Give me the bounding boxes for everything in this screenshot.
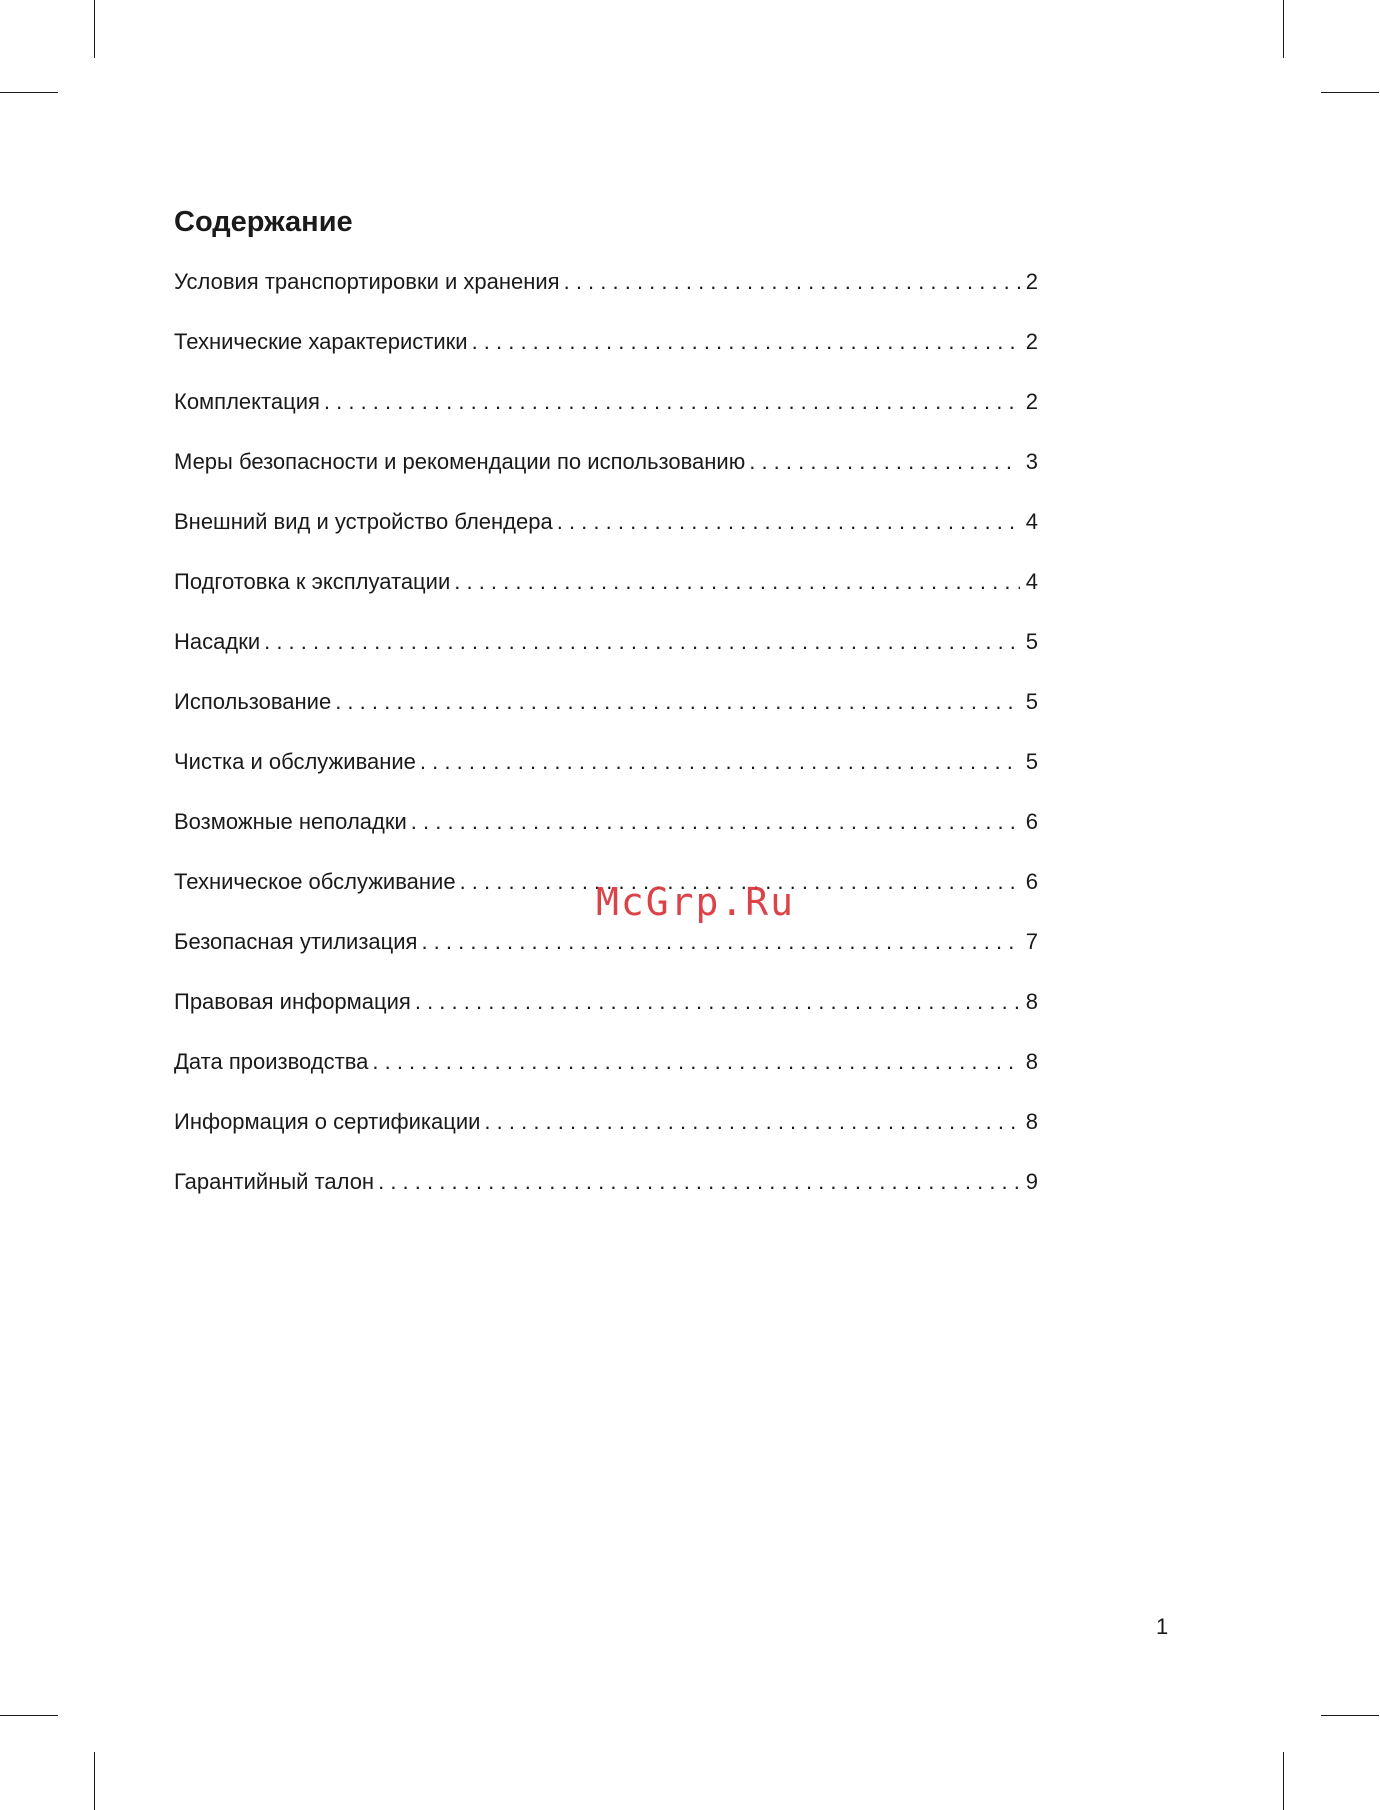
crop-mark-bottom-right-horizontal (1321, 1715, 1379, 1716)
crop-mark-bottom-left-vertical (94, 1752, 95, 1810)
toc-entry-page-number: 2 (1025, 329, 1038, 354)
toc-entry-page-number: 5 (1025, 689, 1038, 714)
toc-entry-label: Меры безопасности и рекомендации по использованию (174, 449, 746, 474)
page-title: Содержание (174, 206, 353, 238)
toc-entry-label: Условия транспортировки и хранения (174, 269, 560, 294)
toc-dot-leader (415, 982, 1020, 1022)
toc-dot-leader (484, 1102, 1020, 1142)
toc-entry[interactable] (174, 322, 1038, 382)
toc-entry[interactable] (174, 922, 1038, 982)
toc-list (174, 262, 1038, 1222)
toc-entry-label: Технические характеристики (174, 329, 468, 354)
toc-entry[interactable] (174, 742, 1038, 802)
toc-entry-label: Гарантийный талон (174, 1169, 375, 1194)
toc-entry-page-number: 3 (1025, 449, 1038, 474)
toc-dot-leader (335, 682, 1020, 722)
toc-entry[interactable] (174, 442, 1038, 502)
toc-entry-page-number: 8 (1025, 1109, 1038, 1134)
toc-entry-label: Дата производства (174, 1049, 369, 1074)
toc-entry[interactable] (174, 982, 1038, 1042)
toc-entry-page-number: 8 (1025, 989, 1038, 1014)
crop-mark-top-right-horizontal (1321, 92, 1379, 93)
toc-entry[interactable] (174, 1042, 1038, 1102)
toc-entry[interactable] (174, 1162, 1038, 1222)
toc-entry-page-number: 2 (1025, 389, 1038, 414)
toc-entry-label: Комплектация (174, 389, 320, 414)
crop-mark-top-left-vertical (94, 0, 95, 58)
toc-entry-label: Безопасная утилизация (174, 929, 418, 954)
toc-dot-leader (421, 922, 1020, 962)
toc-entry-label: Техническое обслуживание (174, 869, 456, 894)
toc-entry[interactable] (174, 682, 1038, 742)
crop-mark-top-left-horizontal (0, 92, 58, 93)
toc-entry-page-number: 4 (1025, 509, 1038, 534)
crop-mark-top-right-vertical (1283, 0, 1284, 58)
toc-entry-label: Правовая информация (174, 989, 411, 1014)
toc-entry[interactable] (174, 1102, 1038, 1162)
toc-entry-label: Чистка и обслуживание (174, 749, 416, 774)
toc-dot-leader (564, 262, 1020, 302)
toc-entry[interactable] (174, 262, 1038, 322)
toc-entry-page-number: 6 (1025, 809, 1038, 834)
toc-entry-page-number: 8 (1025, 1049, 1038, 1074)
toc-entry-page-number: 2 (1025, 269, 1038, 294)
toc-entry-label: Внешний вид и устройство блендера (174, 509, 553, 534)
toc-dot-leader (324, 382, 1020, 422)
toc-entry[interactable] (174, 562, 1038, 622)
toc-dot-leader (472, 322, 1020, 362)
toc-entry[interactable] (174, 802, 1038, 862)
toc-entry-label: Подготовка к эксплуатации (174, 569, 451, 594)
toc-entry-page-number: 5 (1025, 629, 1038, 654)
toc-entry[interactable] (174, 622, 1038, 682)
toc-entry-page-number: 6 (1025, 869, 1038, 894)
toc-entry-page-number: 9 (1025, 1169, 1038, 1194)
toc-dot-leader (372, 1042, 1020, 1082)
toc-entry-label: Информация о сертификации (174, 1109, 481, 1134)
toc-entry-label: Использование (174, 689, 332, 714)
toc-dot-leader (378, 1162, 1020, 1202)
crop-mark-bottom-right-vertical (1283, 1752, 1284, 1810)
toc-entry-page-number: 4 (1025, 569, 1038, 594)
toc-entry[interactable] (174, 502, 1038, 562)
toc-dot-leader (749, 442, 1020, 482)
toc-dot-leader (454, 562, 1020, 602)
toc-entry[interactable] (174, 382, 1038, 442)
toc-entry-page-number: 5 (1025, 749, 1038, 774)
toc-entry-label: Возможные неполадки (174, 809, 407, 834)
watermark: McGrp.Ru (596, 880, 796, 924)
toc-dot-leader (264, 622, 1020, 662)
crop-mark-bottom-left-horizontal (0, 1715, 58, 1716)
page-number: 1 (1156, 1614, 1169, 1639)
toc-dot-leader (557, 502, 1020, 542)
toc-dot-leader (411, 802, 1020, 842)
toc-entry-label: Насадки (174, 629, 261, 654)
toc-dot-leader (420, 742, 1020, 782)
toc-entry-page-number: 7 (1025, 929, 1038, 954)
